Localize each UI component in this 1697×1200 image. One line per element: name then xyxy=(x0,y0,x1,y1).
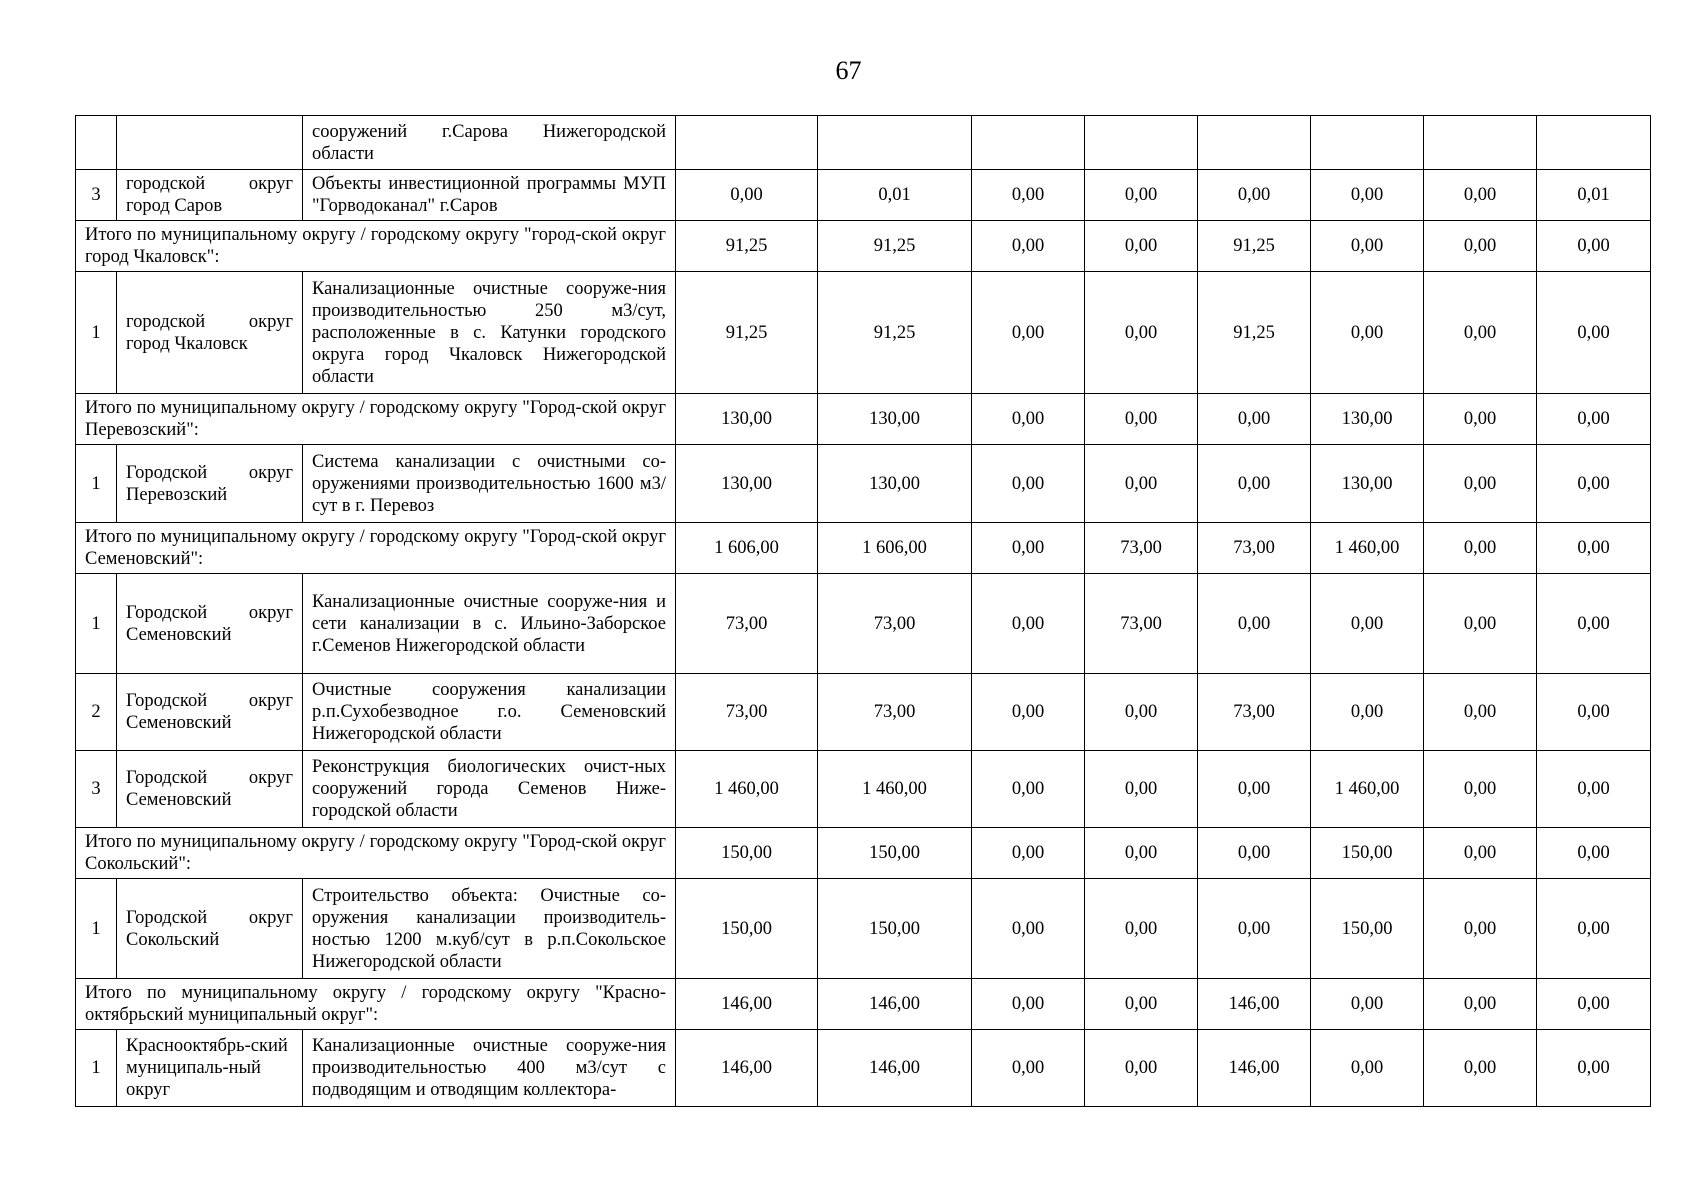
table-body xyxy=(76,116,1651,1107)
value-cell-2: 146,00 xyxy=(818,979,972,1030)
total-label-cell: Итого по муниципальному округу / городскому округу "город-ской округ город Чкаловск": xyxy=(76,221,676,272)
value-cell-4 xyxy=(1085,116,1198,170)
value-cell-6: 0,00 xyxy=(1311,272,1424,394)
total-row xyxy=(76,394,1651,445)
table-row xyxy=(76,879,1651,979)
object-name-cell: сооружений г.Сарова Нижегородской области xyxy=(303,116,676,170)
value-cell-7: 0,00 xyxy=(1424,751,1537,828)
table-row xyxy=(76,272,1651,394)
value-cell-3: 0,00 xyxy=(972,979,1085,1030)
value-cell-6: 0,00 xyxy=(1311,674,1424,751)
value-cell-5: 146,00 xyxy=(1198,979,1311,1030)
value-cell-1: 146,00 xyxy=(676,979,818,1030)
total-row xyxy=(76,828,1651,879)
value-cell-3: 0,00 xyxy=(972,170,1085,221)
value-cell-8: 0,00 xyxy=(1537,574,1651,674)
value-cell-6: 130,00 xyxy=(1311,394,1424,445)
value-cell-6: 1 460,00 xyxy=(1311,523,1424,574)
value-cell-5: 0,00 xyxy=(1198,574,1311,674)
value-cell-2: 73,00 xyxy=(818,574,972,674)
row-number-cell: 3 xyxy=(76,170,117,221)
table-row xyxy=(76,170,1651,221)
object-name-cell: Реконструкция биологических очист-ных сооружений города Семенов Ниже-городской области xyxy=(303,751,676,828)
value-cell-2: 150,00 xyxy=(818,879,972,979)
value-cell-8: 0,00 xyxy=(1537,879,1651,979)
value-cell-7: 0,00 xyxy=(1424,828,1537,879)
investment-table xyxy=(75,115,1651,1107)
value-cell-5: 73,00 xyxy=(1198,674,1311,751)
total-row xyxy=(76,979,1651,1030)
value-cell-8: 0,00 xyxy=(1537,751,1651,828)
value-cell-2: 1 460,00 xyxy=(818,751,972,828)
district-cell: Городской округ Сокольский xyxy=(117,879,303,979)
value-cell-8: 0,00 xyxy=(1537,1030,1651,1107)
object-name-cell: Строительство объекта: Очистные со-оружения канализации производитель-ностью 1200 м.куб/сут в р.п.Сокольское Нижегородской области xyxy=(303,879,676,979)
value-cell-6: 150,00 xyxy=(1311,879,1424,979)
value-cell-7: 0,00 xyxy=(1424,445,1537,523)
value-cell-2: 91,25 xyxy=(818,221,972,272)
value-cell-1: 91,25 xyxy=(676,272,818,394)
value-cell-4: 0,00 xyxy=(1085,272,1198,394)
total-label-cell: Итого по муниципальному округу / городскому округу "Город-ской округ Семеновский": xyxy=(76,523,676,574)
value-cell-2: 73,00 xyxy=(818,674,972,751)
value-cell-2: 150,00 xyxy=(818,828,972,879)
value-cell-5: 91,25 xyxy=(1198,272,1311,394)
value-cell-4: 73,00 xyxy=(1085,523,1198,574)
value-cell-4: 73,00 xyxy=(1085,574,1198,674)
value-cell-8: 0,01 xyxy=(1537,170,1651,221)
value-cell-4: 0,00 xyxy=(1085,221,1198,272)
table-row xyxy=(76,574,1651,674)
value-cell-1: 73,00 xyxy=(676,674,818,751)
value-cell-1 xyxy=(676,116,818,170)
value-cell-4: 0,00 xyxy=(1085,979,1198,1030)
total-label-cell: Итого по муниципальному округу / городскому округу "Красно-октябрьский муниципальный округ": xyxy=(76,979,676,1030)
value-cell-1: 1 460,00 xyxy=(676,751,818,828)
value-cell-3: 0,00 xyxy=(972,674,1085,751)
value-cell-6: 0,00 xyxy=(1311,979,1424,1030)
row-number-cell: 1 xyxy=(76,574,117,674)
object-name-cell: Система канализации с очистными со-оружениями производительностью 1600 м3/сут в г. Перевоз xyxy=(303,445,676,523)
value-cell-6: 130,00 xyxy=(1311,445,1424,523)
table-row xyxy=(76,674,1651,751)
value-cell-3: 0,00 xyxy=(972,751,1085,828)
value-cell-3: 0,00 xyxy=(972,523,1085,574)
value-cell-3: 0,00 xyxy=(972,1030,1085,1107)
value-cell-1: 130,00 xyxy=(676,445,818,523)
district-cell xyxy=(117,116,303,170)
value-cell-7: 0,00 xyxy=(1424,1030,1537,1107)
value-cell-3 xyxy=(972,116,1085,170)
value-cell-5: 0,00 xyxy=(1198,828,1311,879)
value-cell-7: 0,00 xyxy=(1424,574,1537,674)
value-cell-3: 0,00 xyxy=(972,445,1085,523)
district-cell: Краснооктябрь-ский муниципаль-ный округ xyxy=(117,1030,303,1107)
value-cell-5: 0,00 xyxy=(1198,445,1311,523)
object-name-cell: Очистные сооружения канализации р.п.Сухобезводное г.о. Семеновский Нижегородской области xyxy=(303,674,676,751)
table-row xyxy=(76,751,1651,828)
value-cell-1: 73,00 xyxy=(676,574,818,674)
row-number-cell: 1 xyxy=(76,879,117,979)
value-cell-7: 0,00 xyxy=(1424,979,1537,1030)
value-cell-6: 0,00 xyxy=(1311,221,1424,272)
value-cell-2: 146,00 xyxy=(818,1030,972,1107)
object-name-cell: Канализационные очистные сооруже-ния производительностью 400 м3/сут с подводящим и отводящим коллектора- xyxy=(303,1030,676,1107)
value-cell-6: 150,00 xyxy=(1311,828,1424,879)
value-cell-3: 0,00 xyxy=(972,879,1085,979)
value-cell-8: 0,00 xyxy=(1537,221,1651,272)
value-cell-8: 0,00 xyxy=(1537,979,1651,1030)
value-cell-5: 0,00 xyxy=(1198,879,1311,979)
district-cell: городской округ город Чкаловск xyxy=(117,272,303,394)
value-cell-1: 91,25 xyxy=(676,221,818,272)
total-label-cell: Итого по муниципальному округу / городскому округу "Город-ской округ Перевозский": xyxy=(76,394,676,445)
value-cell-8: 0,00 xyxy=(1537,394,1651,445)
value-cell-5 xyxy=(1198,116,1311,170)
object-name-cell: Объекты инвестиционной программы МУП "Горводоканал" г.Саров xyxy=(303,170,676,221)
row-number-cell: 1 xyxy=(76,445,117,523)
row-number-cell: 1 xyxy=(76,272,117,394)
district-cell: Городской округ Перевозский xyxy=(117,445,303,523)
value-cell-7: 0,00 xyxy=(1424,879,1537,979)
value-cell-2: 130,00 xyxy=(818,445,972,523)
value-cell-8: 0,00 xyxy=(1537,445,1651,523)
value-cell-2: 130,00 xyxy=(818,394,972,445)
value-cell-4: 0,00 xyxy=(1085,1030,1198,1107)
value-cell-4: 0,00 xyxy=(1085,394,1198,445)
value-cell-4: 0,00 xyxy=(1085,879,1198,979)
value-cell-1: 130,00 xyxy=(676,394,818,445)
value-cell-4: 0,00 xyxy=(1085,751,1198,828)
row-number-cell: 1 xyxy=(76,1030,117,1107)
value-cell-1: 146,00 xyxy=(676,1030,818,1107)
district-cell: Городской округ Семеновский xyxy=(117,751,303,828)
object-name-cell: Канализационные очистные сооруже-ния производительностью 250 м3/сут, расположенные в с. Катунки городского округа город Чкаловск Нижегородской области xyxy=(303,272,676,394)
district-cell: Городской округ Семеновский xyxy=(117,674,303,751)
value-cell-1: 150,00 xyxy=(676,828,818,879)
row-number-cell: 2 xyxy=(76,674,117,751)
value-cell-7: 0,00 xyxy=(1424,523,1537,574)
value-cell-3: 0,00 xyxy=(972,574,1085,674)
district-cell: городской округ город Саров xyxy=(117,170,303,221)
table-row xyxy=(76,1030,1651,1107)
table-row xyxy=(76,445,1651,523)
value-cell-5: 91,25 xyxy=(1198,221,1311,272)
total-row xyxy=(76,523,1651,574)
value-cell-7: 0,00 xyxy=(1424,674,1537,751)
district-cell: Городской округ Семеновский xyxy=(117,574,303,674)
value-cell-2 xyxy=(818,116,972,170)
value-cell-5: 73,00 xyxy=(1198,523,1311,574)
value-cell-5: 0,00 xyxy=(1198,394,1311,445)
value-cell-6: 1 460,00 xyxy=(1311,751,1424,828)
value-cell-2: 1 606,00 xyxy=(818,523,972,574)
value-cell-4: 0,00 xyxy=(1085,828,1198,879)
value-cell-8: 0,00 xyxy=(1537,674,1651,751)
value-cell-4: 0,00 xyxy=(1085,170,1198,221)
value-cell-6: 0,00 xyxy=(1311,170,1424,221)
value-cell-8: 0,00 xyxy=(1537,523,1651,574)
value-cell-5: 146,00 xyxy=(1198,1030,1311,1107)
value-cell-6: 0,00 xyxy=(1311,1030,1424,1107)
table-row xyxy=(76,116,1651,170)
value-cell-6 xyxy=(1311,116,1424,170)
value-cell-7: 0,00 xyxy=(1424,272,1537,394)
value-cell-1: 150,00 xyxy=(676,879,818,979)
value-cell-5: 0,00 xyxy=(1198,170,1311,221)
object-name-cell: Канализационные очистные сооруже-ния и сети канализации в с. Ильино-Заборское г.Семенов Нижегородской области xyxy=(303,574,676,674)
value-cell-7: 0,00 xyxy=(1424,221,1537,272)
value-cell-2: 91,25 xyxy=(818,272,972,394)
row-number-cell xyxy=(76,116,117,170)
value-cell-5: 0,00 xyxy=(1198,751,1311,828)
value-cell-7: 0,00 xyxy=(1424,394,1537,445)
value-cell-8: 0,00 xyxy=(1537,828,1651,879)
value-cell-1: 1 606,00 xyxy=(676,523,818,574)
value-cell-8: 0,00 xyxy=(1537,272,1651,394)
value-cell-6: 0,00 xyxy=(1311,574,1424,674)
value-cell-7: 0,00 xyxy=(1424,170,1537,221)
value-cell-3: 0,00 xyxy=(972,394,1085,445)
value-cell-3: 0,00 xyxy=(972,828,1085,879)
value-cell-4: 0,00 xyxy=(1085,445,1198,523)
value-cell-1: 0,00 xyxy=(676,170,818,221)
value-cell-4: 0,00 xyxy=(1085,674,1198,751)
value-cell-7 xyxy=(1424,116,1537,170)
value-cell-8 xyxy=(1537,116,1651,170)
row-number-cell: 3 xyxy=(76,751,117,828)
total-label-cell: Итого по муниципальному округу / городскому округу "Город-ской округ Сокольский": xyxy=(76,828,676,879)
value-cell-2: 0,01 xyxy=(818,170,972,221)
total-row xyxy=(76,221,1651,272)
page-number: 67 xyxy=(835,56,862,85)
value-cell-3: 0,00 xyxy=(972,272,1085,394)
value-cell-3: 0,00 xyxy=(972,221,1085,272)
